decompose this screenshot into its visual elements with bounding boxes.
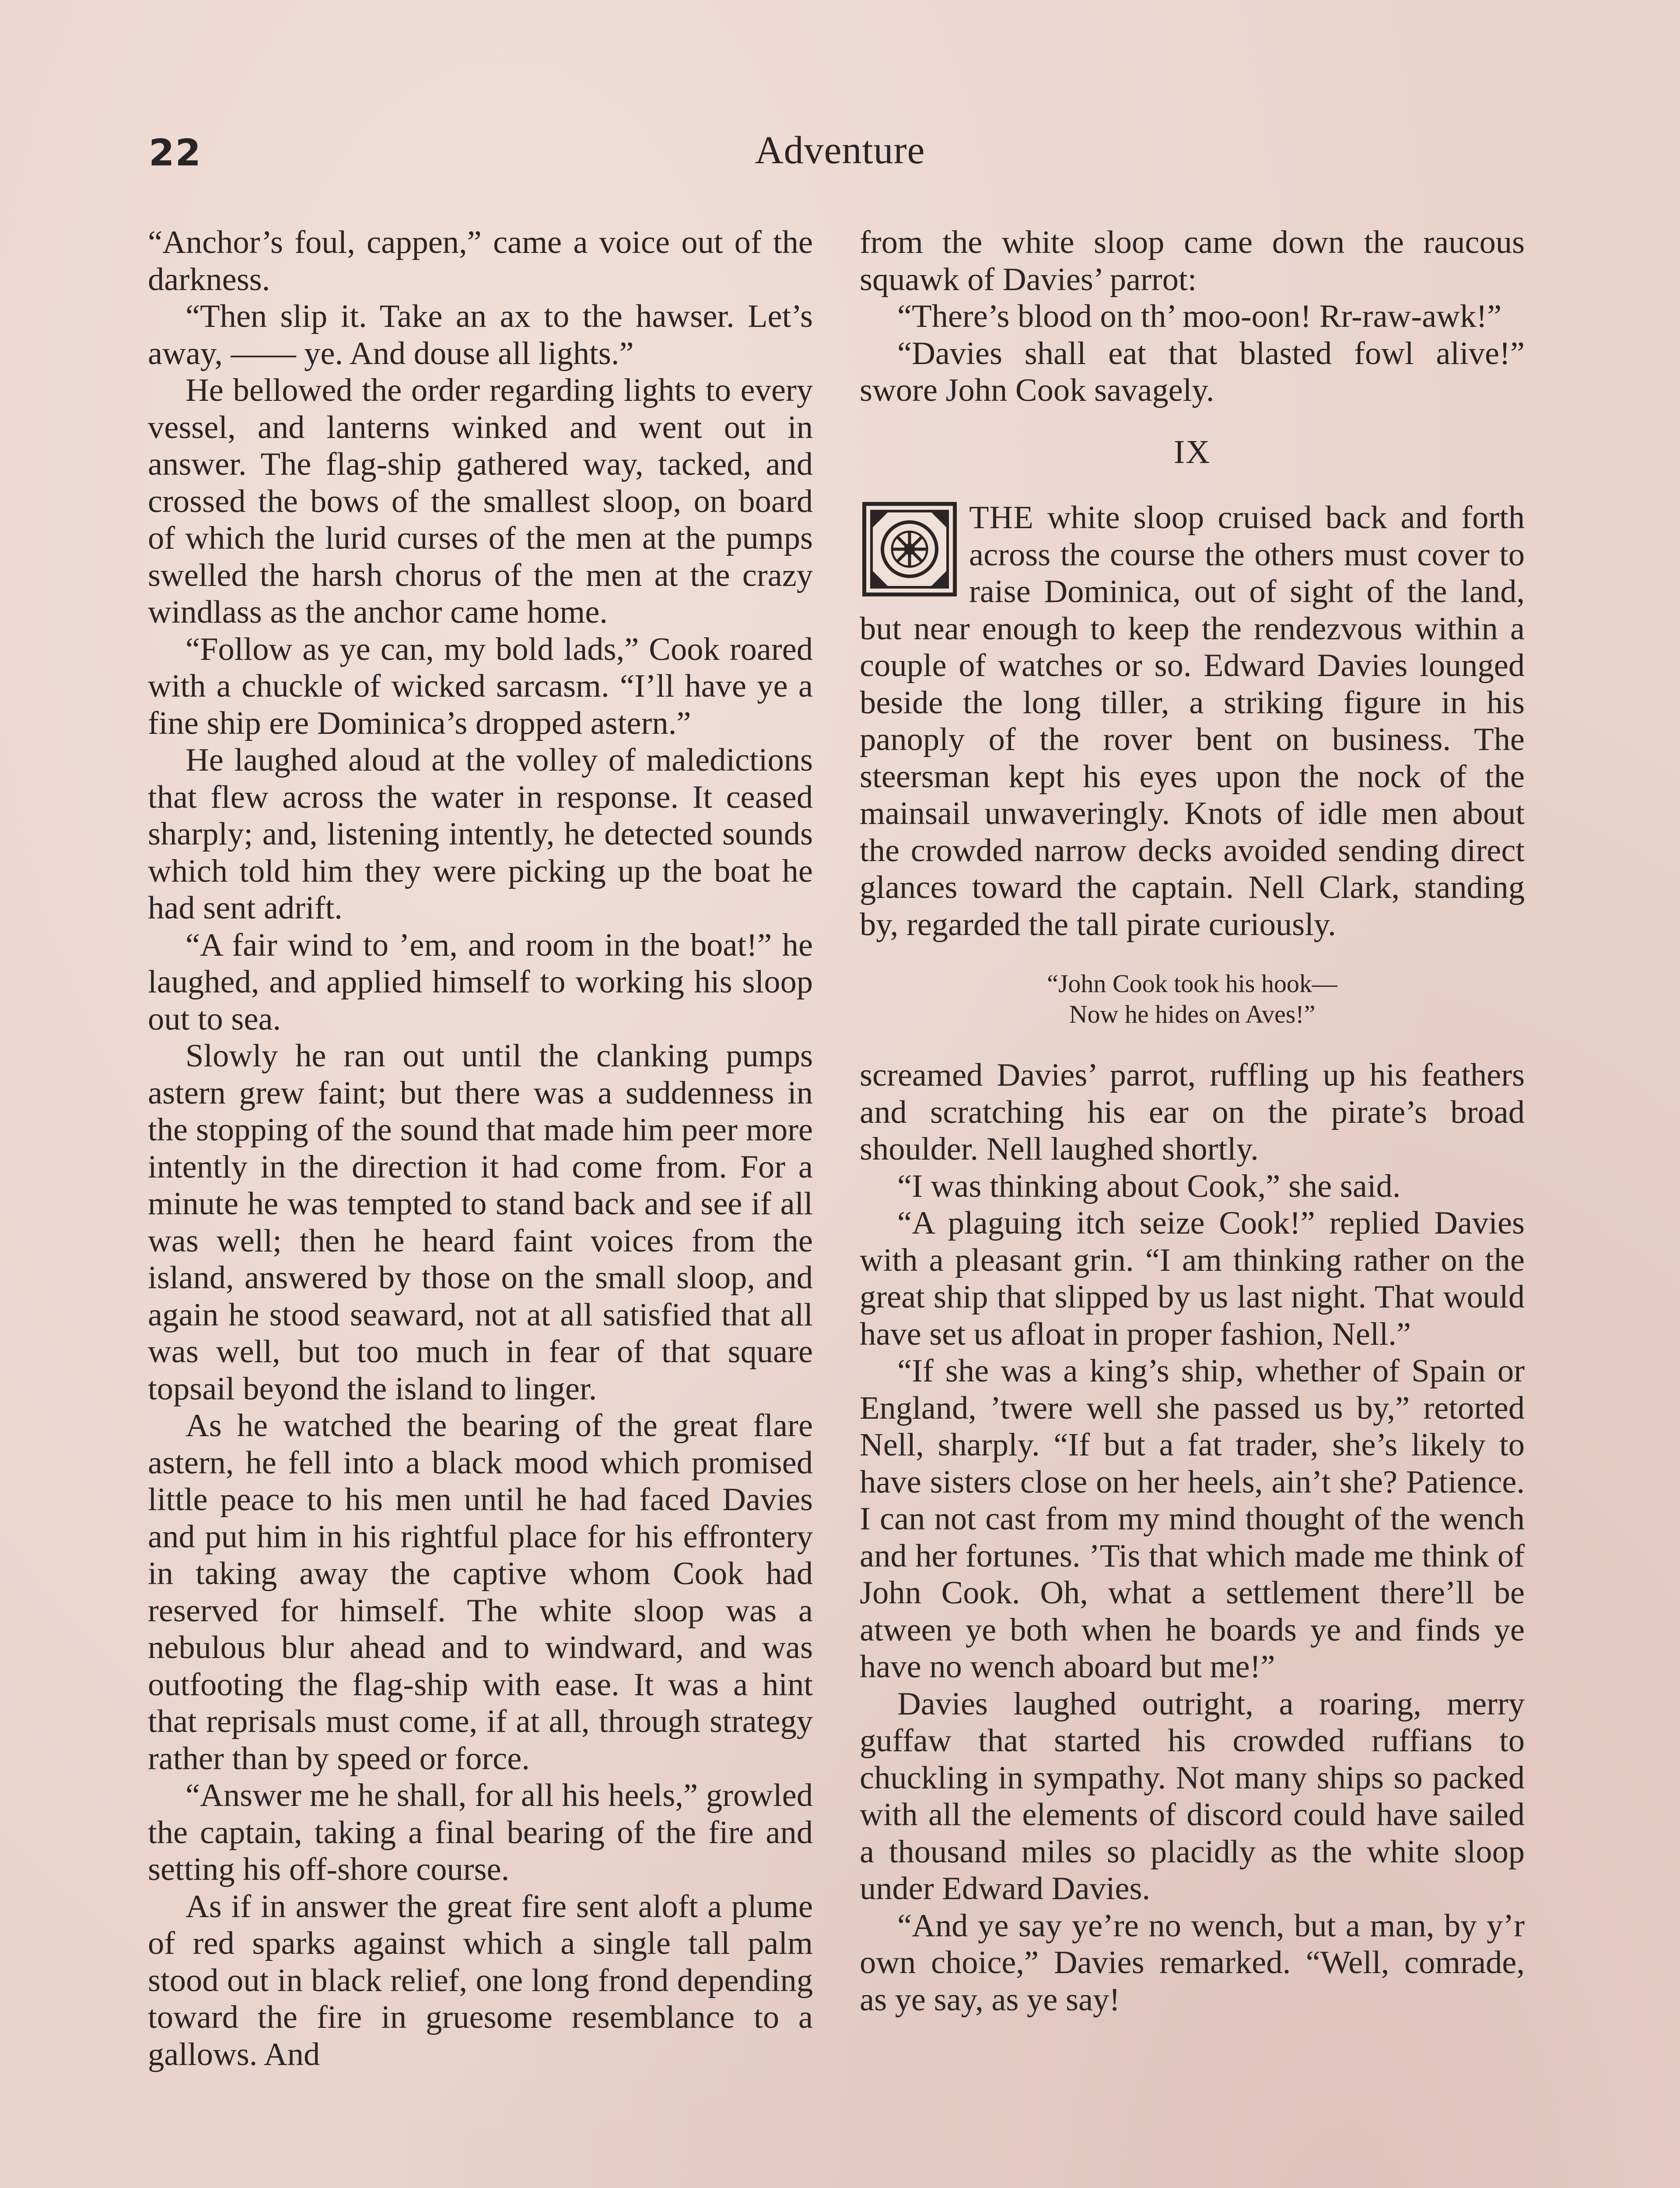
paragraph: “A fair wind to ’em, and room in the boat!” he laughed, and applied himself to working his sloop out to sea. bbox=[148, 927, 813, 1037]
rosette-icon bbox=[866, 506, 953, 593]
paragraph: “I was thinking about Cook,” she said. bbox=[897, 1168, 1401, 1204]
opening-text: white sloop cruised back and forth across the course the others must cover to raise Dominica, out of sight of the land, but near enough to keep the rendezvous within a couple of watches or so. Edward Davies lounged beside the long tiller, a striking figure in his panoply of the rover bent on business. The steersman kept his eyes upon the nock of the mainsail unwaveringly. Knots of idle men about the crowded narrow decks avoided sending direct glances toward the captain. Nell Clark, standing by, regarded the tall pirate curiously. bbox=[860, 500, 1525, 943]
running-title: Adventure bbox=[755, 129, 925, 172]
opening-word: THE bbox=[969, 500, 1034, 536]
paragraph: “Anchor’s foul, cappen,” came a voice out of the darkness. bbox=[148, 224, 813, 298]
paragraph: “Answer me he shall, for all his heels,” growled the captain, taking a final bearing of the fire and setting his off-shore course. bbox=[148, 1778, 813, 1887]
paragraph: “If she was a king’s ship, whether of Spain or England, ’twere well she passed us by,” retorted Nell, sharply. “If but a fat trader, she’s likely to have sisters close on her heels, ain’t she? Patience. I can not cast from my mind thought of the wench and her fortunes. ’Tis that which made me think of John Cook. Oh, what a settlement there’ll be atween ye both when he boards ye and finds ye have no wench aboard but me!” bbox=[860, 1353, 1525, 1685]
paragraph: “A plaguing itch seize Cook!” replied Davies with a pleasant grin. “I am thinking rather on the great ship that slipped by us last night. That would have set us afloat in proper fashion, Nell.” bbox=[860, 1205, 1525, 1352]
paragraph: He laughed aloud at the volley of maledictions that flew across the water in response. It ceased sharply; and, listening intently, he detected sounds which told him they were picking up the boat he had sent adrift. bbox=[148, 742, 813, 926]
paragraph-continued: from the white sloop came down the raucous squawk of Davies’ parrot: bbox=[860, 224, 1525, 298]
paragraph: “And ye say ye’re no wench, but a man, by y’r own choice,” Davies remarked. “Well, comrade, as ye say, as ye say! bbox=[860, 1907, 1525, 2018]
paragraph: “Davies shall eat that blasted fowl alive!” swore John Cook savagely. bbox=[860, 335, 1525, 408]
paragraph: As he watched the bearing of the great flare astern, he fell into a black mood which promised little peace to his men until he had faced Davies and put him in his rightful place for his effrontery in taking away the captive whom Cook had reserved for himself. The white sloop was a nebulous blur ahead and to windward, and was outfooting the flag-ship with ease. It was a hint that reprisals must come, if at all, through strategy rather than by speed or force. bbox=[148, 1408, 813, 1777]
verse-line: Now he hides on Aves!” bbox=[1069, 1000, 1316, 1028]
left-column bbox=[148, 224, 813, 2073]
ornament-icon bbox=[862, 502, 957, 596]
page-number: 22 bbox=[149, 131, 202, 174]
paragraph: “There’s blood on th’ moo-oon! Rr-raw-awk!” bbox=[897, 298, 1502, 334]
opening-paragraph bbox=[860, 499, 1525, 943]
paragraph: “Follow as ye can, my bold lads,” Cook roared with a chuckle of wicked sarcasm. “I’ll have ye a fine ship ere Dominica’s dropped astern.” bbox=[148, 631, 813, 741]
paragraph: He bellowed the order regarding lights to every vessel, and lanterns winked and went out in answer. The flag-ship gathered way, tacked, and crossed the bows of the smallest sloop, on board of which the lurid curses of the men at the pumps swelled the harsh chorus of the men at the crazy windlass as the anchor came home. bbox=[148, 372, 813, 630]
parrot-verse bbox=[860, 968, 1525, 1030]
verse-line: “John Cook took his hook— bbox=[1047, 969, 1337, 998]
paragraph: Davies laughed outright, a roaring, merry guffaw that started his crowded ruffians to chuckling in sympathy. Not many ships so packed with all the elements of discord could have sailed a thousand miles so placidly as the white sloop under Edward Davies. bbox=[860, 1686, 1525, 1907]
paragraph: Slowly he ran out until the clanking pumps astern grew faint; but there was a suddenness in the stopping of the sound that made him peer more intently in the direction it had come from. For a minute he was tempted to stand back and see if all was well; then he heard faint voices from the island, answered by those on the small sloop, and again he stood seaward, not at all satisfied that all was well, but too much in fear of that square topsail beyond the island to linger. bbox=[148, 1038, 813, 1407]
paragraph-continued: screamed Davies’ parrot, ruffling up his feathers and scratching his ear on the pirate’s broad shoulder. Nell laughed shortly. bbox=[860, 1057, 1525, 1167]
paragraph: “Then slip it. Take an ax to the hawser. Let’s away, —— ye. And douse all lights.” bbox=[148, 298, 813, 372]
section-heading: IX bbox=[1173, 433, 1211, 470]
paragraph: As if in answer the great fire sent aloft a plume of red sparks against which a single tall palm stood out in black relief, one long frond depending toward the fire in gruesome resemblance to a gallows. And bbox=[148, 1888, 813, 2072]
right-column bbox=[860, 224, 1525, 2018]
